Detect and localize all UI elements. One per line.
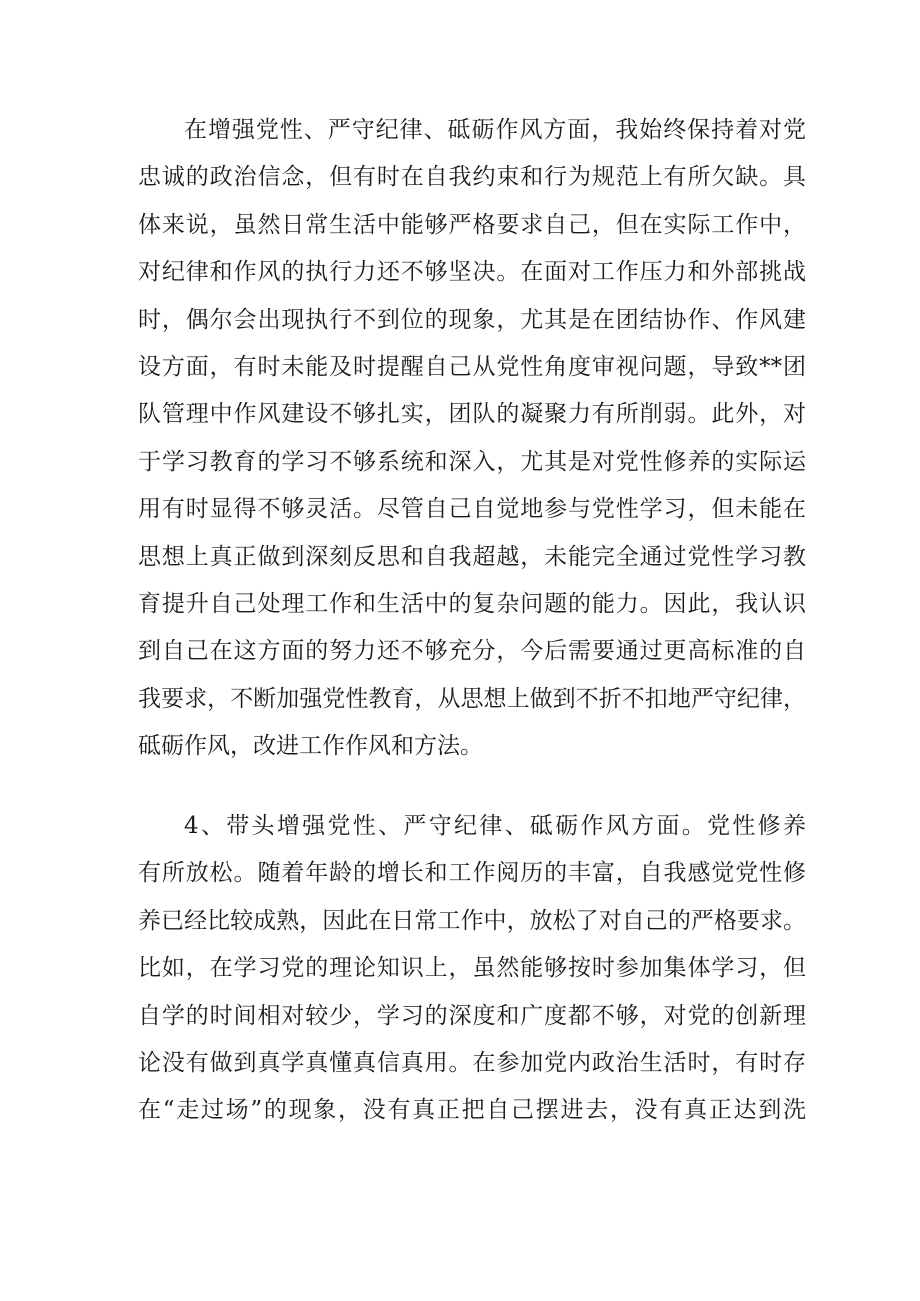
paragraph-line: 自学的时间相对较少，学习的深度和广度都不够，对党的创新理 bbox=[138, 1002, 806, 1029]
paragraph-line: 队管理中作风建设不够扎实，团队的凝聚力有所削弱。此外，对 bbox=[138, 401, 806, 428]
paragraph-line: 于学习教育的学习不够系统和深入，尤其是对党性修养的实际运 bbox=[138, 448, 806, 475]
paragraph-line: 养已经比较成熟，因此在日常工作中，放松了对自己的严格要求。 bbox=[138, 907, 806, 934]
paragraph-line: 在增强党性、严守纪律、砥砺作风方面，我始终保持着对党 bbox=[184, 117, 806, 143]
paragraph-line: 设方面，有时未能及时提醒自己从党性角度审视问题，导致**团 bbox=[138, 353, 806, 380]
paragraph-line: 体来说，虽然日常生活中能够严格要求自己，但在实际工作中， bbox=[138, 211, 806, 238]
paragraph-line: 育提升自己处理工作和生活中的复杂问题的能力。因此，我认识 bbox=[138, 590, 806, 617]
paragraph-line: 砥砺作风，改进工作作风和方法。 bbox=[138, 733, 483, 760]
paragraph-line: 我要求，不断加强党性教育，从思想上做到不折不扣地严守纪律， bbox=[138, 685, 806, 712]
paragraph-line: 到自己在这方面的努力还不够充分，今后需要通过更高标准的自 bbox=[138, 638, 806, 665]
paragraph-line: 有所放松。随着年龄的增长和工作阅历的丰富，自我感觉党性修 bbox=[138, 860, 806, 887]
paragraph-line: 用有时显得不够灵活。尽管自己自觉地参与党性学习，但未能在 bbox=[138, 496, 806, 523]
paragraph-line: 4、带头增强党性、严守纪律、砥砺作风方面。党性修养 bbox=[184, 813, 806, 839]
paragraph-line: 对纪律和作风的执行力还不够坚决。在面对工作压力和外部挑战 bbox=[138, 259, 806, 286]
paragraph-line: 时，偶尔会出现执行不到位的现象，尤其是在团结协作、作风建 bbox=[138, 306, 806, 333]
paragraph-line: 论没有做到真学真懂真信真用。在参加党内政治生活时，有时存 bbox=[138, 1049, 806, 1076]
paragraph-item-4 bbox=[138, 803, 806, 1135]
paragraph-line: 在“走过场”的现象，没有真正把自己摆进去，没有真正达到洗 bbox=[138, 1097, 806, 1124]
paragraph-party-spirit bbox=[138, 107, 806, 770]
paragraph-line: 比如，在学习党的理论知识上，虽然能够按时参加集体学习，但 bbox=[138, 955, 806, 982]
paragraph-line: 思想上真正做到深刻反思和自我超越，未能完全通过党性学习教 bbox=[138, 543, 806, 570]
paragraph-line: 忠诚的政治信念，但有时在自我约束和行为规范上有所欠缺。具 bbox=[138, 164, 806, 191]
